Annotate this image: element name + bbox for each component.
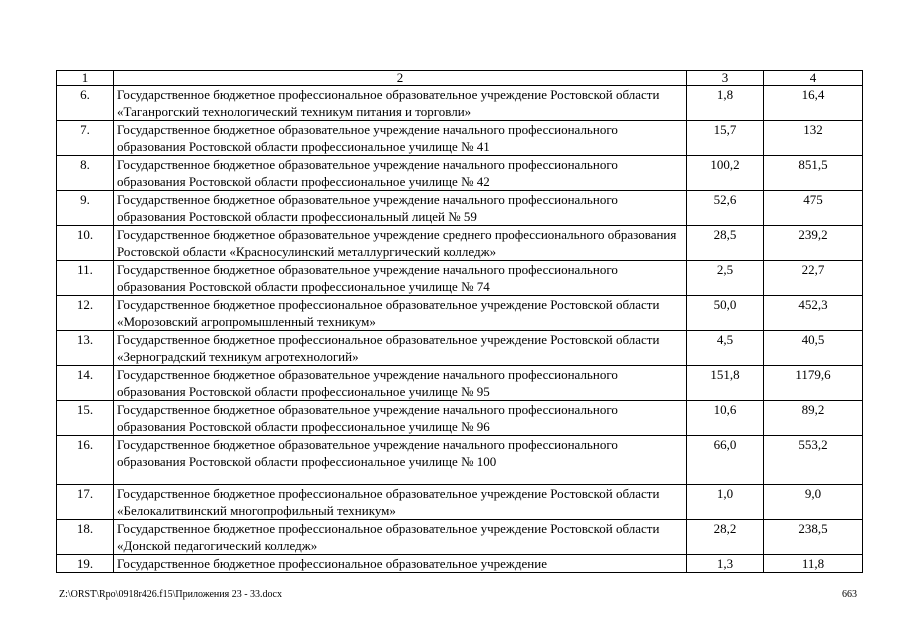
header-cell: 4 [764,71,863,86]
value-col3: 1,3 [687,555,764,573]
institution-name: Государственное бюджетное профессиональное образовательное учреждение Ростовской области «Зерноградский техникум агротехнологий» [114,331,687,366]
institution-name: Государственное бюджетное профессиональное образовательное учреждение Ростовской области «Таганрогский технологический техникум питания и торговли» [114,86,687,121]
row-number: 15. [57,401,114,436]
table-row [57,555,863,573]
table-row [57,436,863,485]
table-body [57,86,863,573]
value-col3: 50,0 [687,296,764,331]
table-row [57,261,863,296]
footer-file-path: Z:\ORST\Rpo\0918r426.f15\Приложения 23 - 33.docx [59,589,282,600]
value-col4: 851,5 [764,156,863,191]
institution-name: Государственное бюджетное образовательное учреждение начального профессионального образования Ростовской области профессиональное училище № 100 [114,436,687,485]
table-row [57,226,863,261]
row-number: 11. [57,261,114,296]
value-col3: 151,8 [687,366,764,401]
value-col4: 239,2 [764,226,863,261]
value-col3: 10,6 [687,401,764,436]
value-col3: 1,0 [687,485,764,520]
institution-name: Государственное бюджетное профессиональное образовательное учреждение Ростовской области «Донской педагогический колледж» [114,520,687,555]
value-col4: 1179,6 [764,366,863,401]
value-col3: 100,2 [687,156,764,191]
value-col4: 238,5 [764,520,863,555]
value-col4: 11,8 [764,555,863,573]
header-row [57,71,863,86]
value-col3: 52,6 [687,191,764,226]
header-cell: 1 [57,71,114,86]
data-table [56,70,863,573]
institution-name: Государственное бюджетное образовательное учреждение начального профессионального образования Ростовской области профессиональное училище № 42 [114,156,687,191]
value-col4: 452,3 [764,296,863,331]
value-col4: 9,0 [764,485,863,520]
institution-name: Государственное бюджетное образовательное учреждение начального профессионального образования Ростовской области профессиональное училище № 96 [114,401,687,436]
value-col3: 4,5 [687,331,764,366]
value-col4: 475 [764,191,863,226]
row-number: 16. [57,436,114,485]
value-col4: 22,7 [764,261,863,296]
institution-name: Государственное бюджетное образовательное учреждение начального профессионального образования Ростовской области профессиональное училище № 95 [114,366,687,401]
row-number: 12. [57,296,114,331]
value-col3: 15,7 [687,121,764,156]
table-row [57,296,863,331]
institution-name: Государственное бюджетное образовательное учреждение среднего профессионального образования Ростовской области «Красносулинский металлургический колледж» [114,226,687,261]
table-row [57,520,863,555]
table-row [57,485,863,520]
value-col4: 40,5 [764,331,863,366]
institution-name: Государственное бюджетное образовательное учреждение начального профессионального образования Ростовской области профессиональное училище № 74 [114,261,687,296]
table-row [57,156,863,191]
value-col3: 28,5 [687,226,764,261]
header-cell: 3 [687,71,764,86]
institution-name: Государственное бюджетное профессиональное образовательное учреждение [114,555,687,573]
institution-name: Государственное бюджетное образовательное учреждение начального профессионального образования Ростовской области профессиональное училище № 41 [114,121,687,156]
institution-name: Государственное бюджетное профессиональное образовательное учреждение Ростовской области «Морозовский агропромышленный техникум» [114,296,687,331]
row-number: 17. [57,485,114,520]
institution-name: Государственное бюджетное образовательное учреждение начального профессионального образования Ростовской области профессиональный лицей № 59 [114,191,687,226]
value-col3: 2,5 [687,261,764,296]
row-number: 13. [57,331,114,366]
value-col4: 132 [764,121,863,156]
table-row [57,121,863,156]
value-col4: 89,2 [764,401,863,436]
table-row [57,401,863,436]
row-number: 8. [57,156,114,191]
row-number: 19. [57,555,114,573]
table-row [57,86,863,121]
row-number: 18. [57,520,114,555]
row-number: 7. [57,121,114,156]
footer-page-number: 663 [842,589,857,600]
row-number: 14. [57,366,114,401]
row-number: 10. [57,226,114,261]
table-row [57,331,863,366]
value-col3: 66,0 [687,436,764,485]
row-number: 9. [57,191,114,226]
value-col3: 28,2 [687,520,764,555]
header-cell: 2 [114,71,687,86]
value-col4: 16,4 [764,86,863,121]
table-row [57,366,863,401]
table-row [57,191,863,226]
institution-name: Государственное бюджетное профессиональное образовательное учреждение Ростовской области «Белокалитвинский многопрофильный техникум» [114,485,687,520]
value-col3: 1,8 [687,86,764,121]
value-col4: 553,2 [764,436,863,485]
row-number: 6. [57,86,114,121]
